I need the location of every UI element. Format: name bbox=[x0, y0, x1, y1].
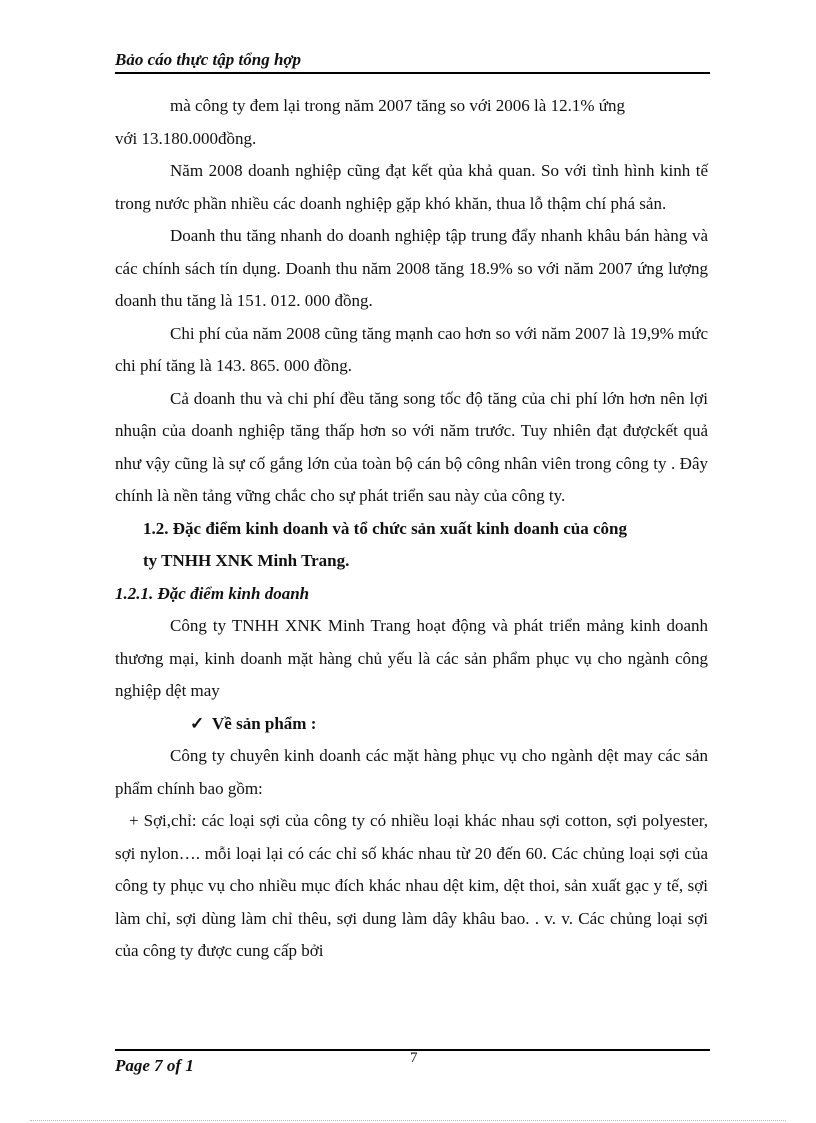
section-heading-line: 1.2. Đặc điểm kinh doanh và tổ chức sản xuất kinh doanh của công bbox=[143, 518, 627, 538]
section-heading bbox=[115, 513, 708, 578]
section-heading-line: ty TNHH XNK Minh Trang. bbox=[143, 551, 350, 570]
running-header: Bảo cáo thực tập tổng hợp bbox=[115, 50, 302, 69]
paragraph: Công ty chuyên kinh doanh các mặt hàng phục vụ cho ngành dệt may các sản phẩm chính bao gồm: bbox=[115, 746, 708, 798]
paragraph: Cả doanh thu và chi phí đều tăng song tốc độ tăng của chi phí lớn hơn nên lợi nhuận của doanh nghiệp tăng thấp hơn so với năm trước. Tuy nhiên đạt đượckết quả như vậy cũng là sự cố gắng lớn của toàn bộ cán bộ công nhân viên trong công ty . Đây chính là nền tảng vững chắc cho sự phát triển sau này của công ty. bbox=[115, 388, 708, 505]
footer-page-label: Page 7 of 1 bbox=[115, 1056, 194, 1075]
subsection-heading: 1.2.1. Đặc điểm kinh doanh bbox=[115, 583, 310, 603]
page-number: 7 bbox=[410, 1050, 418, 1066]
page-boundary bbox=[30, 1120, 786, 1121]
paragraph: Chi phí của năm 2008 cũng tăng mạnh cao hơn so với năm 2007 là 19,9% mức chi phí tăng là 143. 865. 000 đồng. bbox=[115, 323, 708, 375]
paragraph: Công ty TNHH XNK Minh Trang hoạt động và phát triển mảng kinh doanh thương mại, kinh doanh mặt hàng chủ yếu là các sản phẩm phục vụ cho ngành công nghiệp dệt may bbox=[115, 616, 708, 700]
paragraph: Doanh thu tăng nhanh do doanh nghiệp tập trung đẩy nhanh khâu bán hàng và các chính sách tín dụng. Doanh thu năm 2008 tăng 18.9% so với năm 2007 ứng lượng doanh thu tăng là 151. 012. 000 đồng. bbox=[115, 226, 708, 310]
header-divider bbox=[115, 72, 710, 74]
paragraph-continuation bbox=[115, 90, 708, 155]
paragraph-line: mà công ty đem lại trong năm 2007 tăng so với 2006 là 12.1% ứng bbox=[170, 96, 625, 115]
checkmark-icon: ✓ bbox=[190, 713, 205, 733]
checklist-item bbox=[115, 708, 708, 741]
paragraph: Năm 2008 doanh nghiệp cũng đạt kết qủa khả quan. So với tình hình kinh tế trong nước phần nhiều các doanh nghiệp gặp khó khăn, thua lỗ thậm chí phá sản. bbox=[115, 161, 708, 213]
document-body bbox=[115, 90, 708, 968]
checklist-label: Về sản phẩm : bbox=[212, 713, 317, 733]
paragraph-line: với 13.180.000đồng. bbox=[115, 128, 257, 148]
list-paragraph: + Sợi,chỉ: các loại sợi của công ty có nhiều loại khác nhau sợi cotton, sợi polyester, sợi nylon…. mỗi loại lại có các chỉ số khác nhau từ 20 đến 60. Các chủng loại sợi của công ty phục vụ cho nhiều mục đích khác nhau dệt kim, dệt thoi, sản xuất gạc y tế, sợi làm chỉ, sợi dùng làm chỉ thêu, sợi dung làm dây khâu bao. . v. v. Các chủng loại sợi của công ty được cung cấp bởi bbox=[115, 811, 708, 960]
